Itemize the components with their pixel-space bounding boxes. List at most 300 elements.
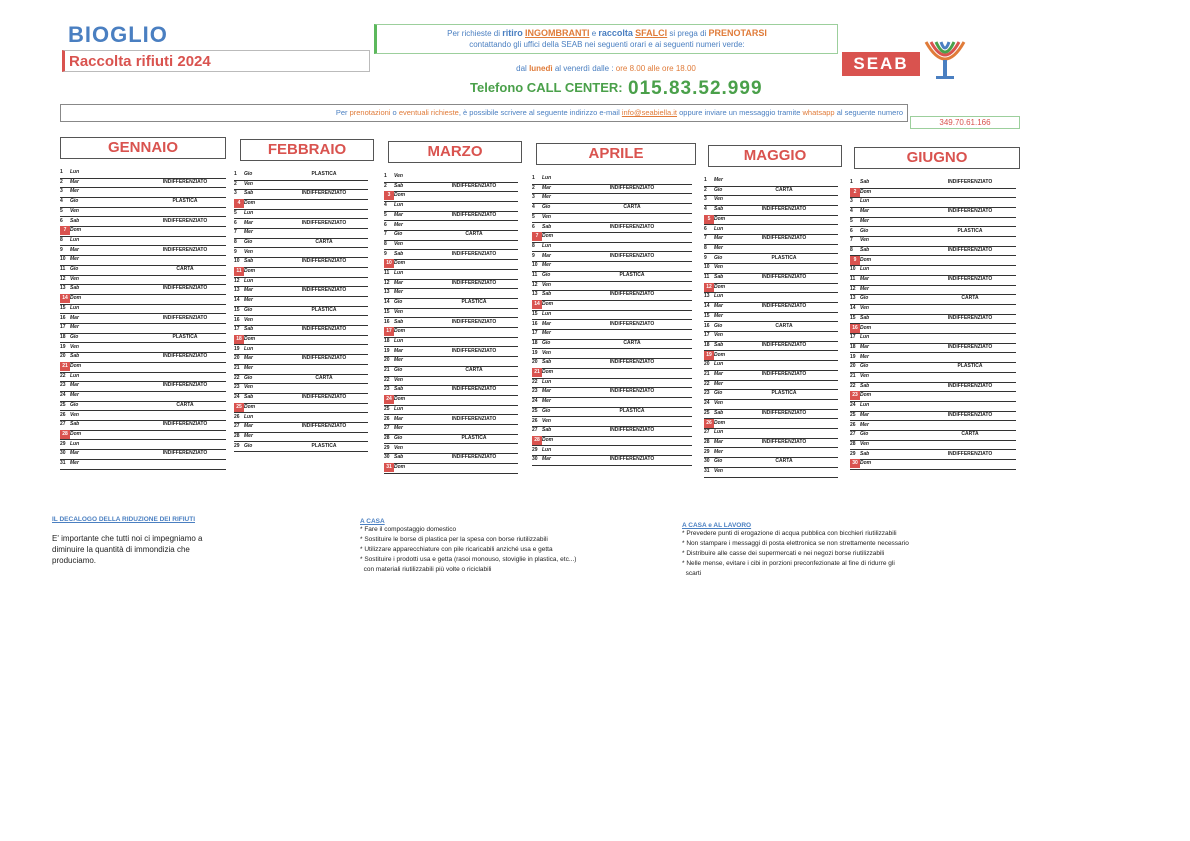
waste-type: INDIFFERENZIATO [451, 279, 497, 286]
waste-type: INDIFFERENZIATO [451, 347, 497, 354]
day-number: 29 [704, 448, 710, 455]
waste-type: CARTA [176, 401, 194, 408]
day-number: 9 [60, 246, 63, 253]
day-number: 7 [704, 235, 707, 242]
day-name: Gio [70, 401, 79, 408]
day-number: 2 [384, 182, 387, 189]
day-number: 11 [532, 272, 538, 278]
day-name: Lun [860, 334, 870, 341]
day-name: Dom [542, 436, 554, 443]
day-name: Lun [394, 202, 404, 209]
waste-type: INDIFFERENZIATO [761, 235, 807, 242]
lavoro-section [682, 522, 982, 579]
day-number: 13 [384, 289, 390, 296]
day-name: Lun [244, 277, 254, 284]
day-number: 25 [850, 411, 856, 418]
day-name: Gio [394, 434, 403, 441]
day-name: Mer [542, 398, 551, 405]
month-header-giugno: GIUGNO [854, 147, 1020, 169]
hours-pre: dal [516, 64, 530, 73]
day-name: Lun [542, 175, 552, 181]
day-number: 16 [60, 314, 66, 321]
day-name: Ven [394, 173, 403, 179]
day-number: 13 [60, 285, 66, 292]
day-number: 20 [704, 361, 710, 368]
day-number: 16 [234, 316, 240, 323]
waste-type: INDIFFERENZIATO [947, 450, 993, 457]
day-name: Mar [394, 211, 403, 218]
waste-type: INDIFFERENZIATO [947, 208, 993, 215]
day-name: Ven [714, 196, 723, 203]
contact-email-link[interactable]: info@seabiella.it [621, 108, 678, 117]
day-number: 30 [704, 458, 710, 465]
seab-logo-icon [922, 36, 968, 82]
day-name: Dom [860, 324, 872, 331]
day-number: 21 [850, 373, 856, 379]
day-name: Sab [542, 291, 552, 298]
waste-type: INDIFFERENZIATO [451, 415, 497, 422]
day-name: Mar [394, 279, 403, 286]
callcenter-number: 015.83.52.999 [628, 78, 763, 99]
day-number: 16 [532, 320, 538, 327]
day-number: 21 [704, 371, 710, 377]
waste-type: INDIFFERENZIATO [162, 421, 208, 428]
tip-item: * Fare il compostaggio domestico [360, 526, 457, 533]
contact-eventuali: eventuali richieste [398, 108, 459, 117]
tip-item: * Sostituire i prodotti usa e getta (rasoi monouso, stoviglie in plastica, etc...) [360, 556, 577, 563]
day-number: 17 [704, 332, 710, 339]
booking-notice [374, 24, 838, 54]
day-number: 17 [532, 330, 538, 337]
day-number: 2 [704, 186, 707, 193]
waste-type: INDIFFERENZIATO [609, 320, 655, 327]
day-name: Dom [244, 403, 256, 410]
day-number: 14 [60, 294, 70, 303]
day-name: Mar [860, 411, 869, 418]
waste-type: CARTA [465, 367, 483, 373]
day-number: 26 [234, 413, 240, 420]
day-name: Mer [70, 392, 79, 399]
day-number: 6 [850, 227, 853, 234]
day-number: 25 [60, 401, 66, 408]
day-row [60, 459, 226, 470]
day-number: 29 [532, 446, 538, 453]
day-number: 1 [60, 169, 63, 175]
casa-title: A CASA [360, 518, 385, 525]
day-number: 10 [850, 266, 856, 273]
day-number: 19 [704, 351, 714, 360]
waste-type: PLASTICA [619, 407, 645, 414]
waste-type: INDIFFERENZIATO [301, 258, 347, 265]
month-header-marzo: MARZO [388, 141, 522, 163]
day-name: Ven [244, 384, 253, 391]
day-number: 20 [532, 359, 538, 366]
day-number: 3 [60, 188, 63, 195]
day-name: Sab [394, 250, 404, 257]
day-name: Gio [244, 171, 253, 177]
day-name: Ven [394, 308, 403, 315]
day-name: Ven [542, 213, 551, 220]
day-number: 6 [234, 219, 237, 226]
day-name: Mer [244, 229, 253, 236]
day-name: Lun [70, 440, 80, 447]
day-name: Lun [542, 242, 552, 249]
day-name: Mer [542, 262, 551, 269]
contact-prenotazioni: prenotazioni [349, 108, 391, 117]
day-number: 1 [234, 171, 237, 177]
day-name: Gio [860, 431, 869, 438]
day-number: 9 [850, 256, 860, 265]
day-number: 3 [850, 198, 853, 205]
day-name: Dom [714, 419, 726, 426]
day-name: Gio [860, 363, 869, 370]
day-number: 28 [234, 432, 240, 439]
day-name: Sab [542, 223, 552, 230]
tip-item: con materiali riutilizzabili più volte o riciclabili [360, 566, 492, 573]
day-name: Gio [714, 322, 723, 329]
hours-mid: al venerdì dalle : [552, 64, 616, 73]
notice-sfalci: SFALCI [635, 28, 668, 38]
day-name: Lun [244, 209, 254, 216]
waste-type: INDIFFERENZIATO [947, 179, 993, 185]
hours-times: ore 8.00 alle ore 18.00 [615, 64, 696, 73]
day-number: 21 [234, 365, 240, 371]
day-number: 1 [532, 175, 535, 181]
office-hours [374, 64, 838, 73]
contact-pre: Per [335, 108, 350, 117]
day-number: 13 [850, 295, 856, 302]
day-number: 31 [384, 463, 394, 472]
waste-type: INDIFFERENZIATO [451, 211, 497, 218]
day-number: 28 [850, 440, 856, 447]
day-number: 24 [384, 395, 394, 404]
month-header-aprile: APRILE [536, 143, 696, 165]
day-name: Lun [394, 405, 404, 412]
day-number: 8 [704, 244, 707, 251]
day-number: 24 [532, 398, 538, 405]
day-name: Sab [394, 386, 404, 393]
waste-type: INDIFFERENZIATO [609, 223, 655, 230]
day-name: Dom [542, 233, 554, 240]
waste-type: INDIFFERENZIATO [162, 285, 208, 292]
day-name: Lun [860, 198, 870, 205]
day-name: Gio [70, 333, 79, 340]
day-number: 26 [60, 411, 66, 418]
day-name: Mar [860, 343, 869, 350]
waste-type: INDIFFERENZIATO [761, 438, 807, 445]
day-name: Lun [70, 236, 80, 243]
month-header-gennaio: GENNAIO [60, 137, 226, 159]
day-number: 6 [60, 217, 63, 224]
day-number: 19 [532, 349, 538, 356]
tip-item: * Nelle mense, evitare i cibi in porzioni preconfezionate al fine di ridurre gli [682, 560, 895, 567]
waste-type: CARTA [775, 186, 793, 193]
day-number: 30 [60, 450, 66, 457]
day-number: 29 [234, 442, 240, 449]
day-name: Sab [70, 353, 80, 360]
decalogo-title: IL DECALOGO DELLA RIDUZIONE DEI RIFIUTI [52, 516, 195, 523]
day-name: Sab [394, 182, 404, 189]
waste-type: INDIFFERENZIATO [761, 303, 807, 310]
day-number: 22 [850, 382, 856, 389]
notice-line2: contattando gli uffici della SEAB nei seguenti orari e ai seguenti numeri verde: [469, 40, 745, 49]
day-name: Mer [244, 297, 253, 304]
day-number: 17 [384, 327, 394, 336]
day-name: Dom [70, 363, 82, 369]
day-name: Mar [244, 355, 253, 362]
day-name: Dom [394, 260, 406, 267]
notice-ingombranti: INGOMBRANTI [525, 28, 590, 38]
day-number: 22 [234, 374, 240, 381]
notice-pre: Per richieste di [447, 29, 503, 38]
day-name: Mer [714, 312, 723, 319]
day-number: 4 [850, 208, 853, 215]
day-number: 7 [532, 232, 542, 241]
contact-mid2: oppure inviare un messaggio tramite [677, 108, 803, 117]
day-name: Sab [394, 318, 404, 325]
waste-type: INDIFFERENZIATO [162, 217, 208, 224]
notice-prenotarsi: PRENOTARSI [708, 28, 767, 38]
day-number: 15 [234, 306, 240, 313]
waste-type: CARTA [961, 295, 979, 302]
day-name: Sab [70, 285, 80, 292]
day-number: 6 [704, 225, 707, 232]
day-number: 16 [704, 322, 710, 329]
day-name: Ven [714, 400, 723, 407]
day-name: Mar [542, 388, 551, 395]
day-number: 25 [384, 405, 390, 412]
day-number: 12 [384, 279, 390, 286]
day-name: Mer [70, 256, 79, 263]
day-name: Mar [70, 178, 79, 185]
day-number: 30 [384, 454, 390, 461]
day-name: Gio [542, 339, 551, 346]
day-name: Dom [70, 430, 82, 437]
day-name: Mer [860, 217, 869, 224]
day-name: Sab [70, 217, 80, 224]
waste-type: CARTA [623, 204, 641, 211]
day-name: Ven [714, 332, 723, 339]
casa-list [360, 525, 660, 575]
day-number: 14 [384, 299, 390, 306]
day-number: 2 [60, 178, 63, 185]
waste-type: INDIFFERENZIATO [947, 343, 993, 350]
notice-e: e [589, 29, 599, 38]
day-number: 14 [234, 297, 240, 304]
day-number: 23 [704, 390, 710, 397]
day-number: 8 [60, 236, 63, 243]
day-number: 9 [704, 254, 707, 261]
day-name: Dom [860, 256, 872, 263]
day-number: 3 [384, 191, 394, 200]
day-number: 19 [60, 343, 66, 350]
day-number: 19 [850, 353, 856, 360]
waste-type: INDIFFERENZIATO [609, 291, 655, 298]
day-row [850, 459, 1016, 470]
day-name: Gio [714, 390, 723, 397]
day-number: 11 [384, 270, 390, 276]
day-number: 31 [704, 468, 710, 474]
day-number: 28 [60, 430, 70, 439]
day-name: Lun [542, 310, 552, 317]
waste-type: INDIFFERENZIATO [451, 386, 497, 393]
waste-type: INDIFFERENZIATO [609, 184, 655, 191]
day-name: Lun [244, 345, 254, 352]
contact-info-bar [60, 104, 908, 122]
waste-type: PLASTICA [311, 442, 337, 449]
notice-raccolta: raccolta [598, 28, 633, 38]
day-name: Dom [394, 464, 406, 470]
day-number: 27 [60, 421, 66, 428]
day-name: Mer [714, 177, 723, 183]
day-number: 10 [234, 258, 240, 265]
day-number: 10 [384, 259, 394, 268]
day-name: Ven [714, 468, 723, 474]
day-name: Dom [394, 328, 406, 335]
day-number: 1 [384, 173, 387, 179]
tip-item: * Prevedere punti di erogazione di acqua pubblica con bicchieri riutilizzabili [682, 530, 897, 537]
waste-type: INDIFFERENZIATO [609, 456, 655, 463]
day-name: Ven [70, 275, 79, 282]
day-name: Dom [860, 460, 872, 467]
day-number: 9 [532, 252, 535, 259]
lavoro-list [682, 529, 982, 579]
day-number: 3 [234, 190, 237, 197]
day-number: 1 [850, 179, 853, 185]
day-name: Sab [714, 341, 724, 348]
waste-type: INDIFFERENZIATO [301, 190, 347, 197]
day-name: Sab [860, 450, 870, 457]
day-name: Mar [542, 252, 551, 259]
waste-type: INDIFFERENZIATO [761, 206, 807, 213]
day-number: 7 [384, 231, 387, 238]
day-name: Mar [244, 219, 253, 226]
waste-type: INDIFFERENZIATO [162, 314, 208, 321]
callcenter-label: Telefono CALL CENTER: [470, 80, 623, 95]
day-name: Mar [70, 314, 79, 321]
day-number: 16 [850, 324, 860, 333]
day-number: 17 [234, 326, 240, 333]
day-name: Gio [860, 227, 869, 234]
waste-type: INDIFFERENZIATO [301, 394, 347, 401]
day-number: 18 [532, 339, 538, 346]
waste-type: CARTA [176, 266, 194, 272]
day-name: Ven [70, 207, 79, 214]
day-number: 26 [704, 419, 714, 428]
day-number: 7 [60, 226, 70, 235]
day-name: Mer [394, 425, 403, 432]
day-number: 5 [234, 209, 237, 216]
day-number: 13 [704, 293, 710, 300]
waste-type: CARTA [315, 238, 333, 245]
day-name: Mer [394, 357, 403, 364]
waste-type: INDIFFERENZIATO [947, 276, 993, 282]
day-number: 2 [532, 184, 535, 191]
day-name: Gio [542, 407, 551, 414]
day-number: 4 [60, 198, 63, 205]
day-name: Gio [542, 204, 551, 211]
day-number: 4 [384, 202, 387, 209]
day-number: 21 [60, 362, 70, 371]
day-name: Dom [394, 396, 406, 403]
day-name: Mar [244, 287, 253, 294]
day-number: 11 [234, 267, 244, 276]
day-number: 8 [850, 246, 853, 253]
day-name: Ven [542, 417, 551, 424]
waste-type: INDIFFERENZIATO [162, 450, 208, 457]
day-number: 26 [850, 421, 856, 428]
day-name: Lun [714, 361, 724, 368]
day-number: 27 [234, 423, 240, 430]
day-number: 1 [704, 177, 707, 183]
waste-type: INDIFFERENZIATO [761, 409, 807, 416]
day-name: Lun [70, 304, 80, 311]
day-name: Ven [394, 444, 403, 451]
day-name: Mar [714, 371, 723, 377]
day-name: Dom [860, 392, 872, 399]
day-number: 21 [384, 367, 390, 373]
day-number: 6 [532, 223, 535, 230]
day-name: Mer [860, 421, 869, 428]
day-name: Mer [394, 221, 403, 228]
day-name: Lun [714, 225, 724, 232]
day-name: Mer [244, 432, 253, 439]
day-number: 23 [234, 384, 240, 391]
day-number: 7 [234, 229, 237, 236]
day-name: Gio [244, 442, 253, 449]
day-name: Ven [860, 237, 869, 244]
day-number: 28 [384, 434, 390, 441]
day-name: Mer [714, 244, 723, 251]
day-name: Gio [70, 266, 79, 272]
day-name: Gio [394, 231, 403, 238]
seab-logo-text: SEAB [842, 52, 920, 76]
waste-type: INDIFFERENZIATO [947, 314, 993, 321]
waste-type: PLASTICA [771, 390, 797, 397]
day-name: Lun [542, 378, 552, 385]
day-number: 15 [384, 308, 390, 315]
day-number: 11 [850, 276, 856, 282]
day-number: 9 [384, 250, 387, 257]
waste-type: INDIFFERENZIATO [451, 454, 497, 461]
waste-type: INDIFFERENZIATO [609, 427, 655, 434]
day-number: 22 [532, 378, 538, 385]
waste-type: PLASTICA [311, 306, 337, 313]
tip-item: * Distribuire alle casse dei supermercati e nei negozi borse riutilizzabili [682, 550, 885, 557]
waste-type: INDIFFERENZIATO [162, 246, 208, 253]
day-name: Mar [860, 208, 869, 215]
day-number: 27 [532, 427, 538, 434]
day-name: Ven [244, 248, 253, 255]
contact-end: al seguente numero [834, 108, 903, 117]
waste-type: INDIFFERENZIATO [761, 341, 807, 348]
day-number: 23 [60, 382, 66, 389]
day-name: Gio [244, 374, 253, 381]
day-number: 29 [384, 444, 390, 451]
day-number: 27 [704, 429, 710, 436]
day-number: 5 [384, 211, 387, 218]
day-number: 12 [234, 277, 240, 284]
day-number: 7 [850, 237, 853, 244]
waste-type: PLASTICA [957, 363, 983, 370]
day-name: Ven [860, 305, 869, 312]
day-number: 12 [850, 285, 856, 292]
day-name: Mar [542, 456, 551, 463]
day-name: Sab [244, 326, 254, 333]
day-number: 20 [234, 355, 240, 362]
day-name: Lun [394, 337, 404, 344]
waste-type: INDIFFERENZIATO [609, 388, 655, 395]
